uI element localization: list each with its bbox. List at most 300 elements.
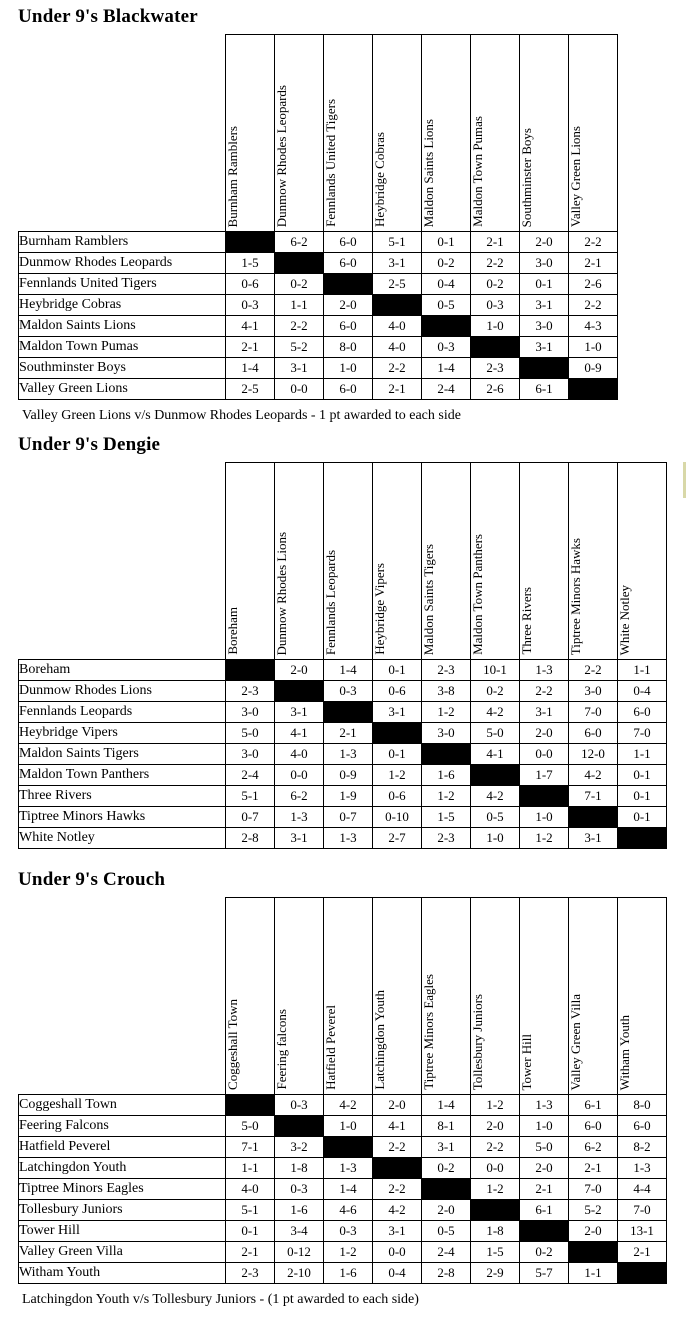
score-cell: 2-1 — [471, 232, 520, 253]
score-cell: 2-1 — [569, 1158, 618, 1179]
table-row — [19, 744, 667, 765]
score-cell: 3-1 — [373, 1221, 422, 1242]
score-cell: 2-1 — [618, 1242, 667, 1263]
score-cell: 0-1 — [226, 1221, 275, 1242]
score-cell: 3-1 — [520, 295, 569, 316]
score-cell: 1-0 — [324, 358, 373, 379]
score-cell: 2-10 — [275, 1263, 324, 1284]
table-row — [19, 723, 667, 744]
score-cell: 0-3 — [275, 1179, 324, 1200]
results-grid — [18, 897, 667, 1284]
table-row — [19, 253, 618, 274]
score-cell: 1-5 — [422, 807, 471, 828]
row-team-name: Maldon Town Panthers — [19, 765, 226, 786]
row-team-name: Maldon Saints Tigers — [19, 744, 226, 765]
column-header-team: Hatfield Peverel — [324, 898, 373, 1095]
score-cell: 3-2 — [275, 1137, 324, 1158]
score-cell: 2-1 — [226, 337, 275, 358]
score-cell: 5-1 — [226, 1200, 275, 1221]
table-row — [19, 1200, 667, 1221]
row-team-name: Tower Hill — [19, 1221, 226, 1242]
row-team-name: Boreham — [19, 660, 226, 681]
score-cell: 1-2 — [471, 1095, 520, 1116]
diagonal-cell — [275, 253, 324, 274]
section-note: Valley Green Lions v/s Dunmow Rhodes Leopards - 1 pt awarded to each side — [22, 408, 461, 423]
table-row — [19, 1221, 667, 1242]
score-cell: 2-5 — [373, 274, 422, 295]
score-cell: 5-2 — [569, 1200, 618, 1221]
score-cell: 3-8 — [422, 681, 471, 702]
score-cell: 2-7 — [373, 828, 422, 849]
row-team-name: Valley Green Villa — [19, 1242, 226, 1263]
score-cell: 0-5 — [422, 295, 471, 316]
score-cell: 0-3 — [422, 337, 471, 358]
row-team-name: Tollesbury Juniors — [19, 1200, 226, 1221]
row-team-name: Maldon Saints Lions — [19, 316, 226, 337]
row-team-name: Heybridge Cobras — [19, 295, 226, 316]
score-cell: 0-0 — [373, 1242, 422, 1263]
diagonal-cell — [471, 1200, 520, 1221]
row-team-name: Fennlands Leopards — [19, 702, 226, 723]
table-row — [19, 1179, 667, 1200]
score-cell: 0-2 — [471, 274, 520, 295]
column-header-team: Southminster Boys — [520, 35, 569, 232]
page-edge-mark — [683, 462, 686, 498]
score-cell: 6-0 — [618, 1116, 667, 1137]
score-cell: 6-0 — [324, 316, 373, 337]
score-cell: 1-6 — [422, 765, 471, 786]
score-cell: 3-0 — [569, 681, 618, 702]
row-team-name: Latchingdon Youth — [19, 1158, 226, 1179]
score-cell: 0-10 — [373, 807, 422, 828]
league-section-blackwater — [0, 0, 688, 428]
grid-corner — [19, 898, 226, 1095]
score-cell: 8-0 — [618, 1095, 667, 1116]
score-cell: 1-3 — [520, 660, 569, 681]
score-cell: 2-3 — [226, 681, 275, 702]
score-cell: 7-0 — [618, 723, 667, 744]
score-cell: 2-4 — [422, 379, 471, 400]
diagonal-cell — [324, 702, 373, 723]
score-cell: 2-0 — [373, 1095, 422, 1116]
score-cell: 0-4 — [422, 274, 471, 295]
score-cell: 1-3 — [324, 744, 373, 765]
score-cell: 3-0 — [520, 316, 569, 337]
score-cell: 10-1 — [471, 660, 520, 681]
score-cell: 1-3 — [275, 807, 324, 828]
score-cell: 7-1 — [226, 1137, 275, 1158]
table-row — [19, 316, 618, 337]
column-header-team: Heybridge Cobras — [373, 35, 422, 232]
score-cell: 2-0 — [569, 1221, 618, 1242]
score-cell: 1-1 — [569, 1263, 618, 1284]
score-cell: 1-1 — [618, 660, 667, 681]
grid-header-row — [19, 35, 618, 232]
score-cell: 2-2 — [275, 316, 324, 337]
score-cell: 0-7 — [324, 807, 373, 828]
grid-header-row — [19, 898, 667, 1095]
diagonal-cell — [373, 295, 422, 316]
score-cell: 3-1 — [569, 828, 618, 849]
score-cell: 7-1 — [569, 786, 618, 807]
score-cell: 2-2 — [520, 681, 569, 702]
diagonal-cell — [275, 1116, 324, 1137]
score-cell: 6-2 — [275, 232, 324, 253]
score-cell: 3-1 — [275, 828, 324, 849]
score-cell: 0-1 — [520, 274, 569, 295]
score-cell: 8-2 — [618, 1137, 667, 1158]
score-cell: 2-6 — [569, 274, 618, 295]
score-cell: 6-1 — [520, 379, 569, 400]
score-cell: 3-1 — [520, 337, 569, 358]
table-row — [19, 765, 667, 786]
score-cell: 2-2 — [373, 1179, 422, 1200]
score-cell: 2-3 — [422, 828, 471, 849]
score-cell: 1-6 — [275, 1200, 324, 1221]
score-cell: 1-0 — [471, 828, 520, 849]
column-header-team: Latchingdon Youth — [373, 898, 422, 1095]
score-cell: 2-0 — [520, 723, 569, 744]
diagonal-cell — [520, 358, 569, 379]
row-team-name: Fennlands United Tigers — [19, 274, 226, 295]
score-cell: 2-2 — [471, 253, 520, 274]
row-team-name: White Notley — [19, 828, 226, 849]
score-cell: 0-6 — [226, 274, 275, 295]
score-cell: 0-5 — [422, 1221, 471, 1242]
score-cell: 2-2 — [373, 1137, 422, 1158]
table-row — [19, 232, 618, 253]
score-cell: 3-0 — [422, 723, 471, 744]
score-cell: 0-1 — [373, 660, 422, 681]
diagonal-cell — [373, 1158, 422, 1179]
score-cell: 5-2 — [275, 337, 324, 358]
score-cell: 1-5 — [226, 253, 275, 274]
table-row — [19, 807, 667, 828]
row-team-name: Coggeshall Town — [19, 1095, 226, 1116]
score-cell: 2-1 — [226, 1242, 275, 1263]
score-cell: 5-0 — [471, 723, 520, 744]
score-cell: 2-2 — [569, 660, 618, 681]
score-cell: 0-0 — [471, 1158, 520, 1179]
column-header-team: Maldon Saints Lions — [422, 35, 471, 232]
score-cell: 6-1 — [569, 1095, 618, 1116]
score-cell: 1-0 — [520, 1116, 569, 1137]
row-team-name: Tiptree Minors Hawks — [19, 807, 226, 828]
column-header-team: Fennlands Leopards — [324, 463, 373, 660]
score-cell: 4-0 — [275, 744, 324, 765]
column-header-team: Feering falcons — [275, 898, 324, 1095]
diagonal-cell — [471, 765, 520, 786]
score-cell: 1-1 — [618, 744, 667, 765]
score-cell: 6-1 — [520, 1200, 569, 1221]
score-cell: 1-3 — [324, 1158, 373, 1179]
score-cell: 5-1 — [226, 786, 275, 807]
score-cell: 1-2 — [324, 1242, 373, 1263]
score-cell: 3-4 — [275, 1221, 324, 1242]
row-team-name: Burnham Ramblers — [19, 232, 226, 253]
score-cell: 1-9 — [324, 786, 373, 807]
score-cell: 2-3 — [422, 660, 471, 681]
column-header-team: Coggeshall Town — [226, 898, 275, 1095]
score-cell: 0-3 — [324, 1221, 373, 1242]
score-cell: 1-8 — [275, 1158, 324, 1179]
score-cell: 0-2 — [422, 253, 471, 274]
row-team-name: Tiptree Minors Eagles — [19, 1179, 226, 1200]
diagonal-cell — [569, 807, 618, 828]
score-cell: 1-2 — [471, 1179, 520, 1200]
row-team-name: Heybridge Vipers — [19, 723, 226, 744]
score-cell: 0-2 — [471, 681, 520, 702]
score-cell: 4-0 — [373, 337, 422, 358]
score-cell: 0-4 — [373, 1263, 422, 1284]
score-cell: 2-0 — [520, 232, 569, 253]
row-team-name: Maldon Town Pumas — [19, 337, 226, 358]
diagonal-cell — [275, 681, 324, 702]
column-header-team: Tower Hill — [520, 898, 569, 1095]
score-cell: 1-2 — [422, 702, 471, 723]
score-cell: 2-0 — [275, 660, 324, 681]
score-cell: 2-4 — [422, 1242, 471, 1263]
table-row — [19, 295, 618, 316]
score-cell: 0-2 — [520, 1242, 569, 1263]
league-section-dengie — [0, 428, 688, 863]
diagonal-cell — [373, 723, 422, 744]
score-cell: 6-0 — [324, 379, 373, 400]
section-title: Under 9's Dengie — [18, 434, 161, 455]
score-cell: 6-0 — [569, 1116, 618, 1137]
score-cell: 2-4 — [226, 765, 275, 786]
score-cell: 0-3 — [471, 295, 520, 316]
score-cell: 0-6 — [373, 681, 422, 702]
results-grid — [18, 462, 667, 849]
table-row — [19, 1095, 667, 1116]
row-team-name: Valley Green Lions — [19, 379, 226, 400]
score-cell: 3-0 — [226, 702, 275, 723]
score-cell: 5-0 — [226, 723, 275, 744]
score-cell: 4-2 — [324, 1095, 373, 1116]
score-cell: 6-0 — [324, 253, 373, 274]
score-cell: 0-9 — [569, 358, 618, 379]
table-row — [19, 1158, 667, 1179]
score-cell: 0-1 — [618, 807, 667, 828]
grid-corner — [19, 463, 226, 660]
score-cell: 2-1 — [373, 379, 422, 400]
table-row — [19, 274, 618, 295]
score-cell: 0-0 — [275, 379, 324, 400]
score-cell: 2-2 — [569, 232, 618, 253]
score-cell: 6-0 — [324, 232, 373, 253]
score-cell: 1-1 — [275, 295, 324, 316]
score-cell: 0-7 — [226, 807, 275, 828]
grid-corner — [19, 35, 226, 232]
score-cell: 0-1 — [422, 232, 471, 253]
score-cell: 0-1 — [618, 765, 667, 786]
table-row — [19, 1137, 667, 1158]
score-cell: 8-0 — [324, 337, 373, 358]
diagonal-cell — [226, 1095, 275, 1116]
score-cell: 0-3 — [324, 681, 373, 702]
score-cell: 0-5 — [471, 807, 520, 828]
score-cell: 0-1 — [373, 744, 422, 765]
section-spacer — [0, 849, 688, 863]
row-team-name: Witham Youth — [19, 1263, 226, 1284]
row-team-name: Southminster Boys — [19, 358, 226, 379]
score-cell: 1-5 — [471, 1242, 520, 1263]
column-header-team: Valley Green Lions — [569, 35, 618, 232]
table-row — [19, 337, 618, 358]
diagonal-cell — [226, 660, 275, 681]
score-cell: 4-1 — [275, 723, 324, 744]
column-header-team: Heybridge Vipers — [373, 463, 422, 660]
score-cell: 0-0 — [275, 765, 324, 786]
column-header-team: Valley Green Villa — [569, 898, 618, 1095]
score-cell: 4-2 — [471, 702, 520, 723]
table-row — [19, 702, 667, 723]
diagonal-cell — [520, 786, 569, 807]
score-cell: 1-4 — [324, 1179, 373, 1200]
table-row — [19, 660, 667, 681]
score-cell: 4-1 — [471, 744, 520, 765]
score-cell: 1-0 — [569, 337, 618, 358]
column-header-team: Tiptree Minors Eagles — [422, 898, 471, 1095]
score-cell: 3-0 — [226, 744, 275, 765]
score-cell: 0-2 — [422, 1158, 471, 1179]
diagonal-cell — [324, 274, 373, 295]
table-row — [19, 786, 667, 807]
results-grid-wrapper — [0, 34, 688, 400]
table-row — [19, 1116, 667, 1137]
column-header-team: Maldon Town Pumas — [471, 35, 520, 232]
column-header-team: Fennlands United Tigers — [324, 35, 373, 232]
score-cell: 5-1 — [373, 232, 422, 253]
score-cell: 1-7 — [520, 765, 569, 786]
column-header-team: Boreham — [226, 463, 275, 660]
table-row — [19, 1263, 667, 1284]
section-title: Under 9's Crouch — [18, 869, 166, 890]
score-cell: 0-9 — [324, 765, 373, 786]
grid-header-row — [19, 463, 667, 660]
table-row — [19, 379, 618, 400]
diagonal-cell — [422, 316, 471, 337]
score-cell: 2-2 — [471, 1137, 520, 1158]
column-header-team: Burnham Ramblers — [226, 35, 275, 232]
score-cell: 1-4 — [422, 358, 471, 379]
score-cell: 1-6 — [324, 1263, 373, 1284]
score-cell: 0-0 — [520, 744, 569, 765]
diagonal-cell — [324, 1137, 373, 1158]
score-cell: 6-2 — [275, 786, 324, 807]
column-header-team: Three Rivers — [520, 463, 569, 660]
score-cell: 3-1 — [373, 253, 422, 274]
score-cell: 1-3 — [520, 1095, 569, 1116]
score-cell: 0-1 — [618, 786, 667, 807]
score-cell: 1-4 — [422, 1095, 471, 1116]
row-team-name: Dunmow Rhodes Lions — [19, 681, 226, 702]
score-cell: 1-0 — [471, 316, 520, 337]
score-cell: 2-2 — [373, 358, 422, 379]
column-header-team: Maldon Town Panthers — [471, 463, 520, 660]
score-cell: 8-1 — [422, 1116, 471, 1137]
table-row — [19, 681, 667, 702]
row-team-name: Dunmow Rhodes Leopards — [19, 253, 226, 274]
score-cell: 2-1 — [324, 723, 373, 744]
score-cell: 2-8 — [226, 828, 275, 849]
diagonal-cell — [422, 744, 471, 765]
diagonal-cell — [618, 828, 667, 849]
score-cell: 3-1 — [373, 702, 422, 723]
score-cell: 1-4 — [324, 660, 373, 681]
score-cell: 0-3 — [275, 1095, 324, 1116]
score-cell: 2-6 — [471, 379, 520, 400]
score-cell: 4-4 — [618, 1179, 667, 1200]
score-cell: 2-8 — [422, 1263, 471, 1284]
score-cell: 2-1 — [520, 1179, 569, 1200]
score-cell: 2-3 — [226, 1263, 275, 1284]
table-row — [19, 1242, 667, 1263]
score-cell: 4-0 — [373, 316, 422, 337]
score-cell: 13-1 — [618, 1221, 667, 1242]
diagonal-cell — [226, 232, 275, 253]
score-cell: 1-3 — [618, 1158, 667, 1179]
score-cell: 7-0 — [569, 702, 618, 723]
score-cell: 3-1 — [520, 702, 569, 723]
score-cell: 2-0 — [520, 1158, 569, 1179]
results-grid-wrapper — [0, 462, 688, 849]
diagonal-cell — [618, 1263, 667, 1284]
score-cell: 4-2 — [373, 1200, 422, 1221]
score-cell: 1-8 — [471, 1221, 520, 1242]
score-cell: 6-2 — [569, 1137, 618, 1158]
score-cell: 1-4 — [226, 358, 275, 379]
row-team-name: Hatfield Peverel — [19, 1137, 226, 1158]
section-title: Under 9's Blackwater — [18, 6, 198, 27]
score-cell: 4-1 — [373, 1116, 422, 1137]
score-cell: 3-0 — [520, 253, 569, 274]
score-cell: 6-0 — [569, 723, 618, 744]
score-cell: 1-0 — [324, 1116, 373, 1137]
column-header-team: Dunmow Rhodes Leopards — [275, 35, 324, 232]
score-cell: 4-2 — [471, 786, 520, 807]
score-cell: 1-3 — [324, 828, 373, 849]
score-cell: 4-2 — [569, 765, 618, 786]
score-cell: 4-6 — [324, 1200, 373, 1221]
diagonal-cell — [569, 1242, 618, 1263]
score-cell: 4-1 — [226, 316, 275, 337]
league-section-crouch — [0, 863, 688, 1312]
score-cell: 2-0 — [324, 295, 373, 316]
column-header-team: Tollesbury Juniors — [471, 898, 520, 1095]
score-cell: 0-12 — [275, 1242, 324, 1263]
score-cell: 0-3 — [226, 295, 275, 316]
column-header-team: Witham Youth — [618, 898, 667, 1095]
score-cell: 3-1 — [275, 358, 324, 379]
score-cell: 3-1 — [275, 702, 324, 723]
score-cell: 5-0 — [520, 1137, 569, 1158]
score-cell: 1-2 — [422, 786, 471, 807]
score-cell: 7-0 — [569, 1179, 618, 1200]
table-row — [19, 828, 667, 849]
row-team-name: Three Rivers — [19, 786, 226, 807]
score-cell: 1-1 — [226, 1158, 275, 1179]
column-header-team: Dunmow Rhodes Lions — [275, 463, 324, 660]
section-note: Latchingdon Youth v/s Tollesbury Juniors - (1 pt awarded to each side) — [22, 1292, 419, 1307]
results-grid-wrapper — [0, 897, 688, 1284]
diagonal-cell — [471, 337, 520, 358]
score-cell: 12-0 — [569, 744, 618, 765]
score-cell: 6-0 — [618, 702, 667, 723]
score-cell: 1-2 — [520, 828, 569, 849]
score-cell: 4-0 — [226, 1179, 275, 1200]
